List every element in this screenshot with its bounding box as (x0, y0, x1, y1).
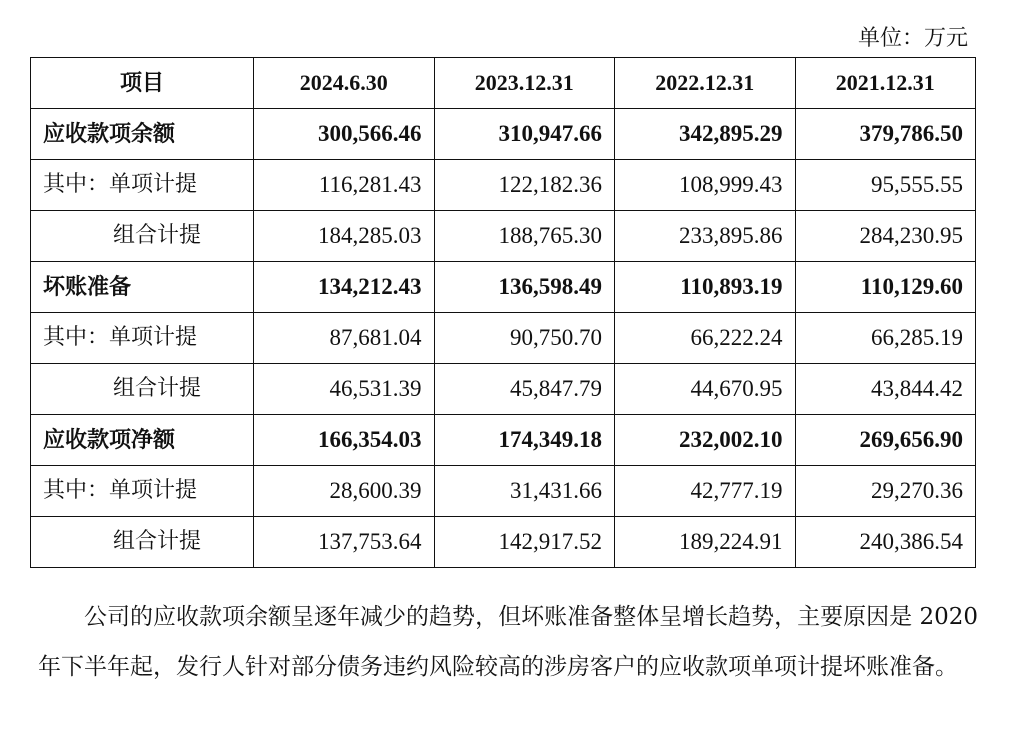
receivables-table (30, 57, 976, 568)
table-row (31, 109, 976, 160)
header-2023-12-31: 2023.12.31 (434, 58, 615, 109)
commentary-paragraph (38, 592, 978, 692)
cell-value: 233,895.86 (615, 211, 796, 262)
table-row (31, 466, 976, 517)
cell-value: 269,656.90 (795, 415, 976, 466)
row-label: 组合计提 (31, 364, 254, 415)
cell-value: 29,270.36 (795, 466, 976, 517)
row-label: 其中：单项计提 (31, 160, 254, 211)
cell-value: 142,917.52 (434, 517, 615, 568)
header-2021-12-31: 2021.12.31 (795, 58, 976, 109)
cell-value: 44,670.95 (615, 364, 796, 415)
table-body (31, 109, 976, 568)
cell-value: 90,750.70 (434, 313, 615, 364)
row-label: 其中：单项计提 (31, 466, 254, 517)
cell-value: 45,847.79 (434, 364, 615, 415)
cell-value: 43,844.42 (795, 364, 976, 415)
cell-value: 42,777.19 (615, 466, 796, 517)
unit-label: 单位：万元 (857, 26, 968, 51)
table-row (31, 262, 976, 313)
table-row (31, 211, 976, 262)
cell-value: 66,285.19 (795, 313, 976, 364)
row-label: 应收款项余额 (31, 109, 254, 160)
row-label: 组合计提 (31, 517, 254, 568)
cell-value: 166,354.03 (254, 415, 435, 466)
cell-value: 87,681.04 (254, 313, 435, 364)
cell-value: 137,753.64 (254, 517, 435, 568)
cell-value: 66,222.24 (615, 313, 796, 364)
cell-value: 379,786.50 (795, 109, 976, 160)
cell-value: 188,765.30 (434, 211, 615, 262)
commentary-text: 公司的应收款项余额呈逐年减少的趋势，但坏账准备整体呈增长趋势，主要原因是 2020 年下半年起，发行人针对部分债务违约风险较高的涉房客户的应收款项单项计提坏账准备。 (38, 604, 978, 680)
cell-value: 284,230.95 (795, 211, 976, 262)
cell-value: 240,386.54 (795, 517, 976, 568)
header-2022-12-31: 2022.12.31 (615, 58, 796, 109)
cell-value: 110,893.19 (615, 262, 796, 313)
cell-value: 108,999.43 (615, 160, 796, 211)
cell-value: 95,555.55 (795, 160, 976, 211)
table-row (31, 160, 976, 211)
cell-value: 184,285.03 (254, 211, 435, 262)
cell-value: 342,895.29 (615, 109, 796, 160)
header-item: 项目 (31, 58, 254, 109)
row-label: 其中：单项计提 (31, 313, 254, 364)
cell-value: 110,129.60 (795, 262, 976, 313)
cell-value: 300,566.46 (254, 109, 435, 160)
cell-value: 116,281.43 (254, 160, 435, 211)
header-2024-6-30: 2024.6.30 (254, 58, 435, 109)
table-row (31, 517, 976, 568)
cell-value: 134,212.43 (254, 262, 435, 313)
cell-value: 232,002.10 (615, 415, 796, 466)
cell-value: 189,224.91 (615, 517, 796, 568)
row-label: 坏账准备 (31, 262, 254, 313)
cell-value: 136,598.49 (434, 262, 615, 313)
cell-value: 174,349.18 (434, 415, 615, 466)
table-row (31, 313, 976, 364)
cell-value: 122,182.36 (434, 160, 615, 211)
row-label: 应收款项净额 (31, 415, 254, 466)
table-header-row (31, 58, 976, 109)
cell-value: 31,431.66 (434, 466, 615, 517)
table-row (31, 415, 976, 466)
cell-value: 310,947.66 (434, 109, 615, 160)
row-label: 组合计提 (31, 211, 254, 262)
cell-value: 46,531.39 (254, 364, 435, 415)
cell-value: 28,600.39 (254, 466, 435, 517)
table-row (31, 364, 976, 415)
